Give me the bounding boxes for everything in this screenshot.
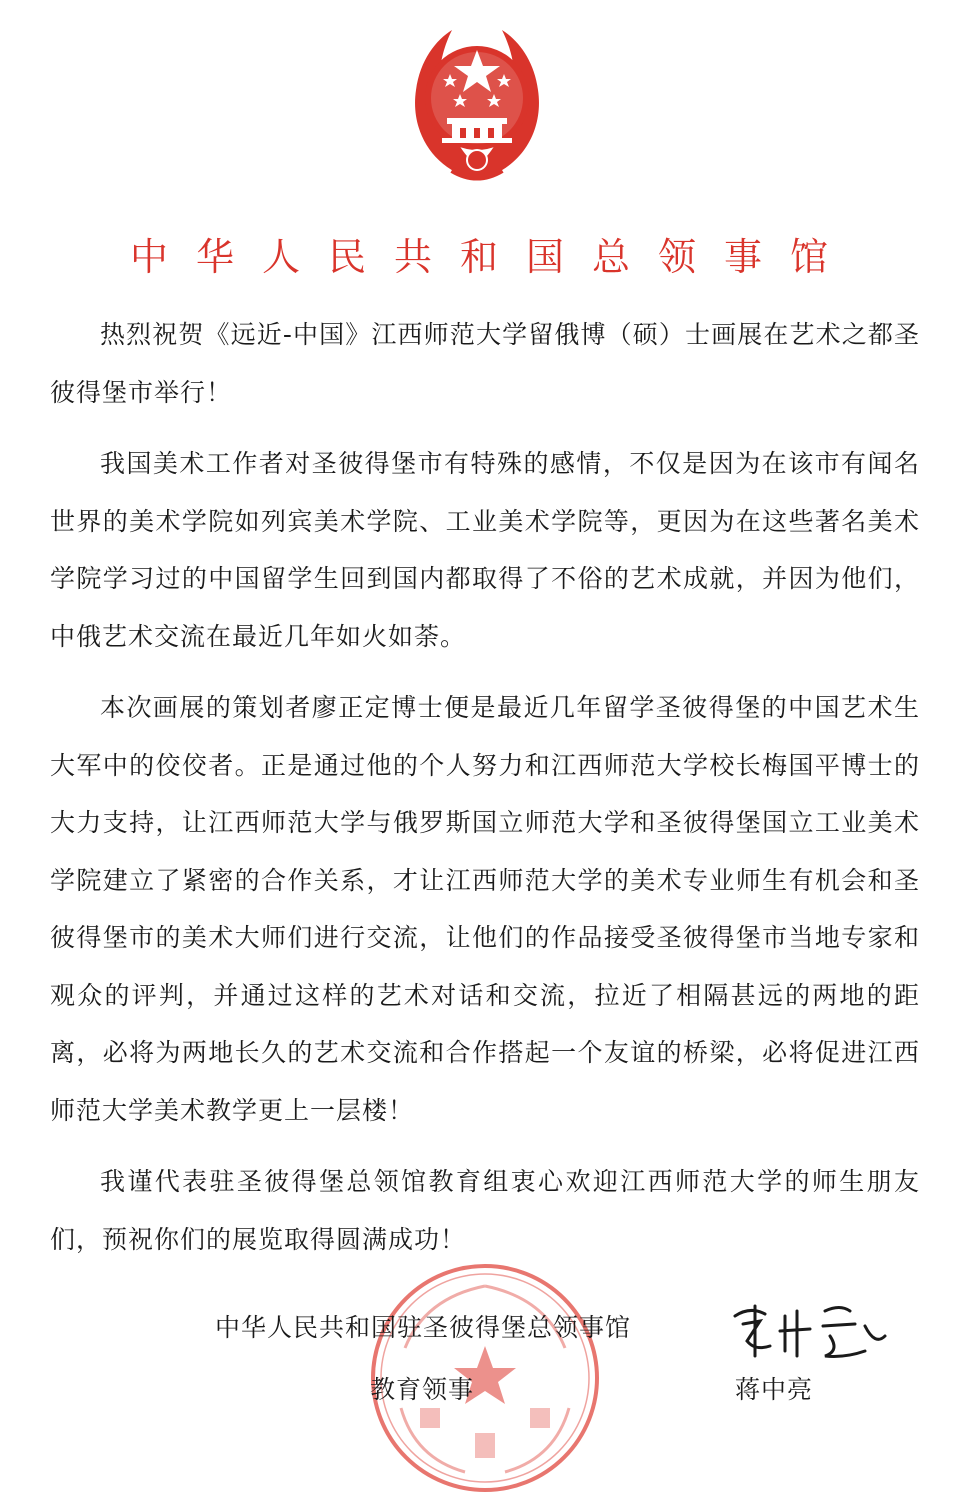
handwritten-signature — [725, 1296, 895, 1366]
closing-title: 教育领事 — [370, 1375, 475, 1404]
document-heading: 中华人民共和国总领事馆 — [129, 235, 856, 279]
signer-name: 蒋中亮 — [735, 1375, 814, 1404]
national-emblem-icon — [402, 20, 552, 190]
paragraph-3: 本次画展的策划者廖正定博士便是最近几年留学圣彼得堡的中国艺术生大军中的佼佼者。正是通过他的个人努力和江西师范大学校长梅国平博士的大力支持，让江西师范大学与俄罗斯国立师范大学和圣彼得堡国立工业美术学院建立了紧密的合作关系，才让江西师范大学的美术专业师生有机会和圣彼得堡市的美术大师们进行交流，让他们的作品接受圣彼得堡市当地专家和观众的评判，并通过这样的艺术对话和交流，拉近了相隔甚远的两地的距离，必将为两地长久的艺术交流和合作搭起一个友谊的桥梁，必将促进江西师范大学美术教学更上一层楼！ — [50, 693, 920, 1125]
paragraph-2: 我国美术工作者对圣彼得堡市有特殊的感情，不仅是因为在该市有闻名世界的美术学院如列宾美术学院、工业美术学院等，更因为在这些著名美术学院学习过的中国留学生回到国内都取得了不俗的艺术成就，并因为他们，中俄艺术交流在最近几年如火如荼。 — [50, 449, 920, 651]
letter-body — [50, 306, 920, 1282]
paragraph-4: 我谨代表驻圣彼得堡总领馆教育组衷心欢迎江西师范大学的师生朋友们，预祝你们的展览取得圆满成功！ — [50, 1167, 920, 1254]
closing-organization: 中华人民共和国驻圣彼得堡总领事馆 — [215, 1313, 632, 1342]
paragraph-1: 热烈祝贺《远近-中国》江西师范大学留俄博（硕）士画展在艺术之都圣彼得堡市举行！ — [50, 320, 920, 407]
